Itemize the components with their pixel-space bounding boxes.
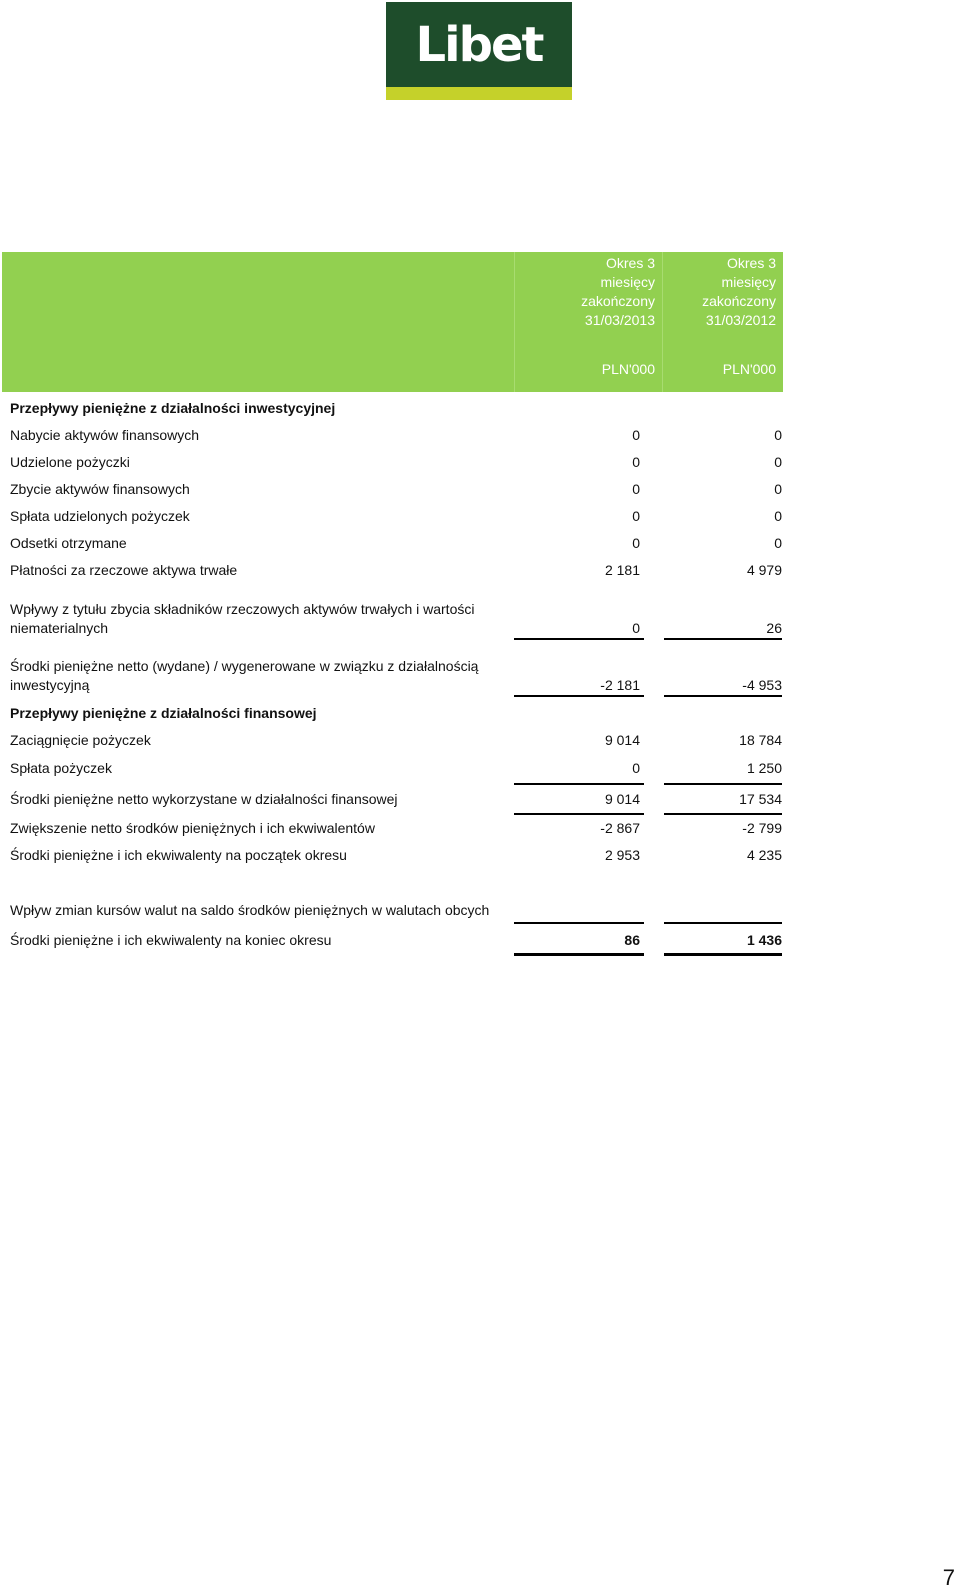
table-row (10, 820, 780, 840)
underline (514, 695, 644, 697)
section-heading-investing (10, 400, 780, 420)
row-label: Zaciągnięcie pożyczek (10, 732, 151, 748)
value-2013: -2 867 (600, 820, 640, 836)
company-logo (386, 2, 572, 100)
subtotal-row-investing (10, 657, 780, 697)
underline (514, 922, 644, 924)
table-row (10, 454, 780, 474)
row-label: Środki pieniężne i ich ekwiwalenty na koniec okresu (10, 932, 332, 948)
value-2013: 0 (632, 427, 640, 443)
logo-accent-bar (386, 87, 572, 100)
subtotal-row-financing (10, 791, 780, 811)
table-row (10, 847, 780, 867)
table-row (10, 535, 780, 555)
header-text: miesięcy (600, 274, 655, 290)
value-2012: -2 799 (742, 820, 782, 836)
value-2012: 26 (766, 620, 782, 636)
value-2012: 0 (774, 481, 782, 497)
underline (664, 813, 782, 815)
header-text: zakończony (702, 293, 776, 309)
value-2012: 1 436 (746, 932, 782, 948)
row-label: Udzielone pożyczki (10, 454, 130, 470)
underline (664, 783, 782, 785)
header-date: 31/03/2012 (705, 312, 776, 328)
double-underline (664, 953, 782, 956)
column-period-2012 (636, 254, 776, 330)
value-2012: 0 (774, 427, 782, 443)
value-2013: 2 953 (604, 847, 640, 863)
table-row (10, 562, 780, 582)
row-label: Środki pieniężne netto wykorzystane w działalności finansowej (10, 791, 398, 807)
row-label: Środki pieniężne i ich ekwiwalenty na początek okresu (10, 847, 347, 863)
table-row (10, 427, 780, 447)
underline (514, 783, 644, 785)
value-2013: 0 (632, 535, 640, 551)
column-period-2013 (515, 254, 655, 330)
value-2013: 0 (632, 760, 640, 776)
value-2013: 0 (632, 620, 640, 636)
header-text: Okres 3 (605, 255, 655, 271)
column-header-2012 (662, 252, 784, 392)
value-2013: 9 014 (604, 732, 640, 748)
underline (514, 813, 644, 815)
underline (664, 695, 782, 697)
value-2013: 86 (624, 932, 640, 948)
underline (514, 638, 644, 640)
value-2012: 4 979 (746, 562, 782, 578)
value-2013: 2 181 (604, 562, 640, 578)
value-2013: 0 (632, 481, 640, 497)
value-2012: 0 (774, 454, 782, 470)
value-2012: 4 235 (746, 847, 782, 863)
column-unit-2012: PLN'000 (722, 361, 776, 377)
row-label: Przepływy pieniężne z działalności inwestycyjnej (10, 400, 336, 416)
value-2012: 1 250 (746, 760, 782, 776)
section-heading-financing (10, 705, 780, 725)
table-row (10, 508, 780, 528)
header-date: 31/03/2013 (584, 312, 655, 328)
value-2013: 0 (632, 454, 640, 470)
total-row-ending-cash (10, 932, 780, 952)
row-label: Wpływy z tytułu zbycia składników rzeczowych aktywów trwałych i wartości niematerialnych (10, 601, 475, 636)
table-header (2, 252, 783, 392)
underline (664, 638, 782, 640)
row-label: Przepływy pieniężne z działalności finansowej (10, 705, 317, 721)
value-2013: 9 014 (604, 791, 640, 807)
header-text: miesięcy (721, 274, 776, 290)
table-row (10, 760, 780, 780)
value-2012: 0 (774, 535, 782, 551)
value-2012: 0 (774, 508, 782, 524)
underline (664, 922, 782, 924)
row-label: Spłata pożyczek (10, 760, 112, 776)
double-underline (514, 953, 644, 956)
table-row (10, 600, 780, 640)
table-row (10, 732, 780, 752)
value-2012: 17 534 (739, 791, 782, 807)
value-2012: -4 953 (742, 677, 782, 693)
header-text: Okres 3 (726, 255, 776, 271)
page-number: 7 (942, 1565, 955, 1590)
header-text: zakończony (581, 293, 655, 309)
column-unit-2013: PLN'000 (601, 361, 655, 377)
row-label: Środki pieniężne netto (wydane) / wygenerowane w związku z działalnością inwestycyjną (10, 658, 479, 693)
logo-text: Libet (415, 16, 543, 73)
row-label: Zbycie aktywów finansowych (10, 481, 190, 497)
logo-box (386, 2, 572, 87)
row-label: Odsetki otrzymane (10, 535, 127, 551)
row-label: Nabycie aktywów finansowych (10, 427, 200, 443)
value-2013: -2 181 (600, 677, 640, 693)
value-2012: 18 784 (739, 732, 782, 748)
value-2013: 0 (632, 508, 640, 524)
table-row (10, 481, 780, 501)
row-label: Wpływ zmian kursów walut na saldo środków pieniężnych w walutach obcych (10, 902, 490, 918)
table-row (10, 902, 780, 922)
row-label: Płatności za rzeczowe aktywa trwałe (10, 562, 238, 578)
row-label: Spłata udzielonych pożyczek (10, 508, 190, 524)
row-label: Zwiększenie netto środków pieniężnych i ich ekwiwalentów (10, 820, 375, 836)
